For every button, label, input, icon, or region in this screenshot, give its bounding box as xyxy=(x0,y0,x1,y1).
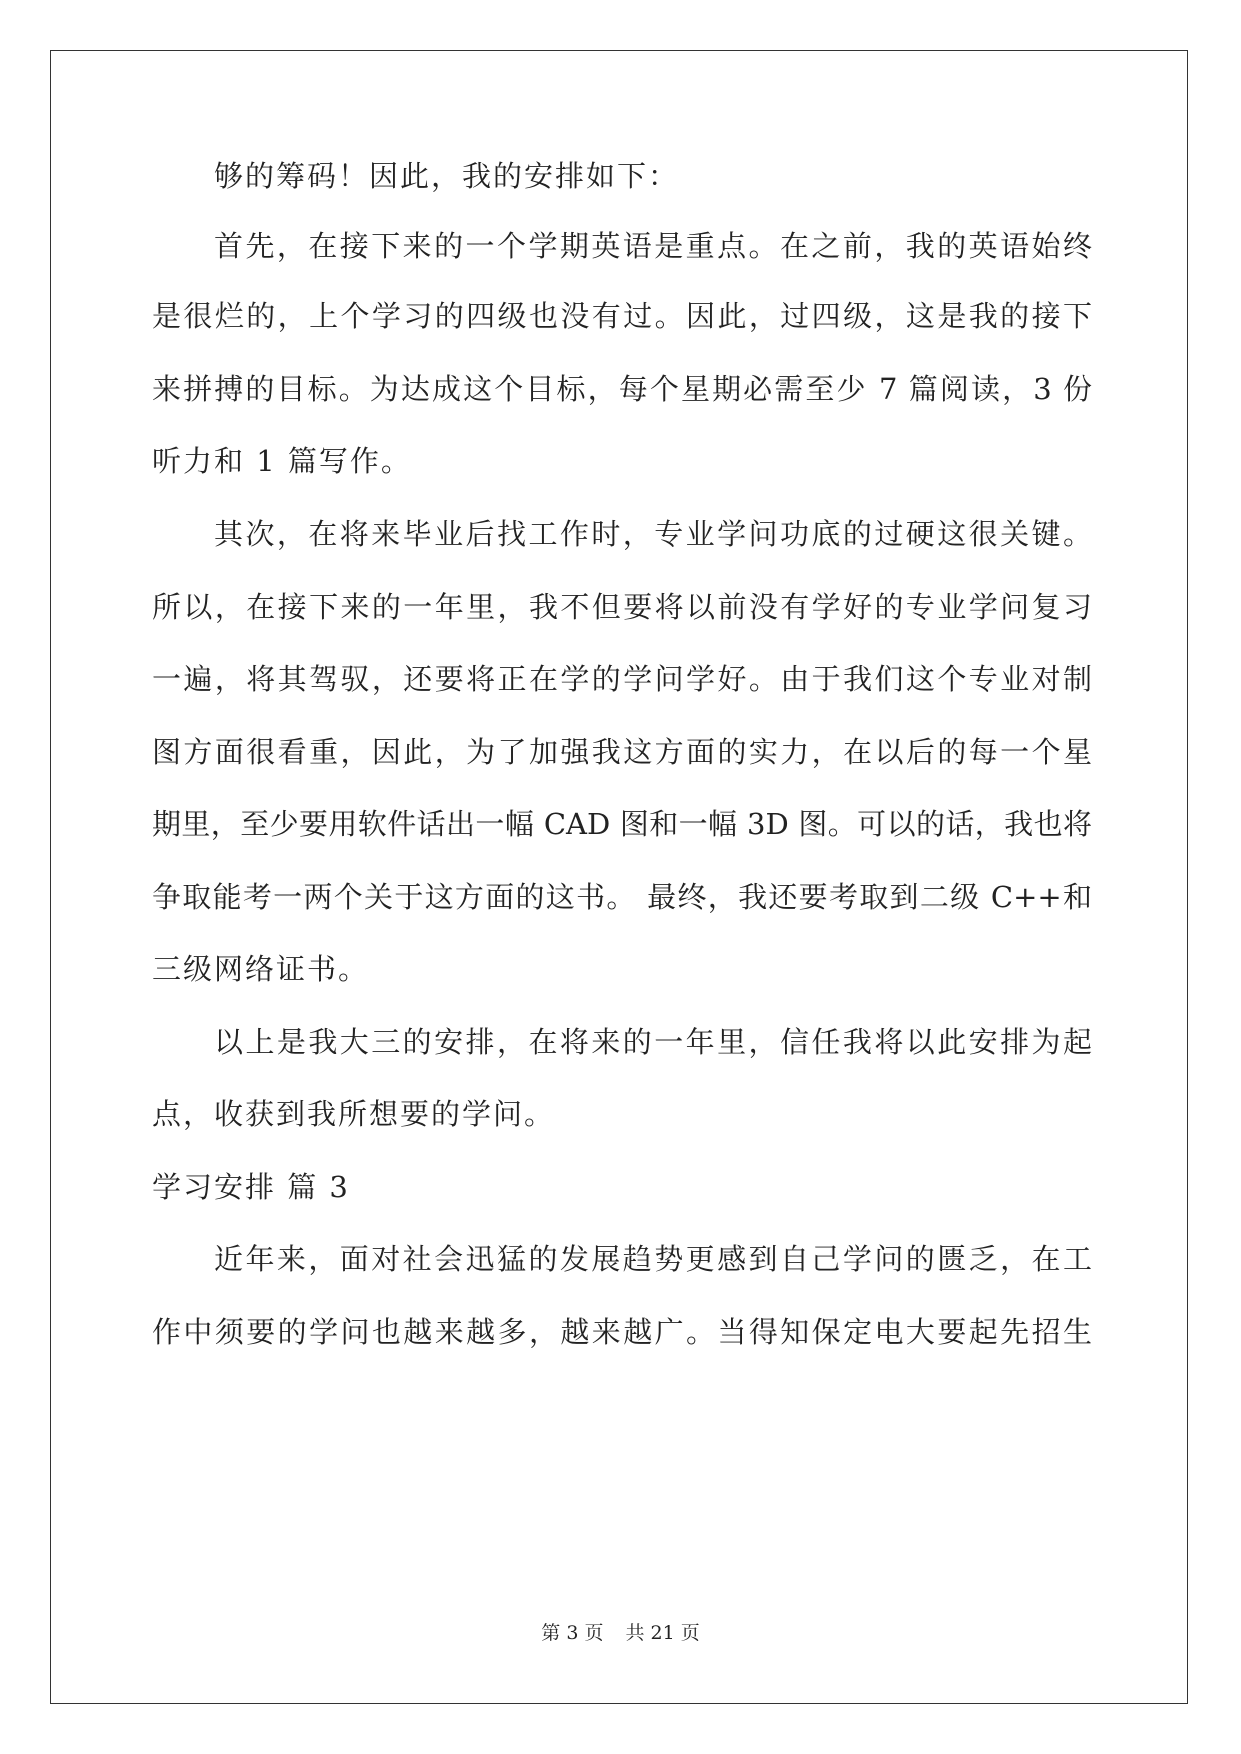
paragraph-line: 图方面很看重，因此，为了加强我这方面的实力，在以后的每一个星 xyxy=(152,735,1092,769)
page-footer xyxy=(0,1620,1241,1646)
paragraph-line: 作中须要的学问也越来越多，越来越广。当得知保定电大要起先招生 xyxy=(152,1315,1092,1349)
paragraph-line: 争取能考一两个关于这方面的这书。 最终，我还要考取到二级 C++和 xyxy=(152,880,1092,914)
paragraph-line: 够的筹码！因此，我的安排如下： xyxy=(214,159,680,193)
paragraph-line: 听力和 1 篇写作。 xyxy=(152,444,412,478)
paragraph-line: 三级网络证书。 xyxy=(152,952,370,986)
paragraph-line: 期里，至少要用软件话出一幅 CAD 图和一幅 3D 图。可以的话，我也将 xyxy=(152,807,1092,841)
paragraph-line: 首先，在接下来的一个学期英语是重点。在之前，我的英语始终 xyxy=(214,229,1092,263)
paragraph-line: 点，收获到我所想要的学问。 xyxy=(152,1097,556,1131)
paragraph-line: 近年来，面对社会迅猛的发展趋势更感到自己学问的匮乏，在工 xyxy=(214,1242,1092,1276)
paragraph-line: 以上是我大三的安排，在将来的一年里，信任我将以此安排为起 xyxy=(214,1025,1092,1059)
page-number: 第 3 页 xyxy=(541,1622,604,1644)
paragraph-line: 来拼搏的目标。为达成这个目标，每个星期必需至少 7 篇阅读，3 份 xyxy=(152,372,1092,406)
paragraph-line: 所以，在接下来的一年里，我不但要将以前没有学好的专业学问复习 xyxy=(152,590,1092,624)
paragraph-line: 一遍，将其驾驭，还要将正在学的学问学好。由于我们这个专业对制 xyxy=(152,662,1092,696)
section-heading: 学习安排 篇 3 xyxy=(152,1170,350,1204)
paragraph-line: 其次，在将来毕业后找工作时，专业学问功底的过硬这很关键。 xyxy=(214,517,1092,551)
total-pages: 共 21 页 xyxy=(625,1622,700,1644)
paragraph-line: 是很烂的，上个学习的四级也没有过。因此，过四级，这是我的接下 xyxy=(152,299,1092,333)
